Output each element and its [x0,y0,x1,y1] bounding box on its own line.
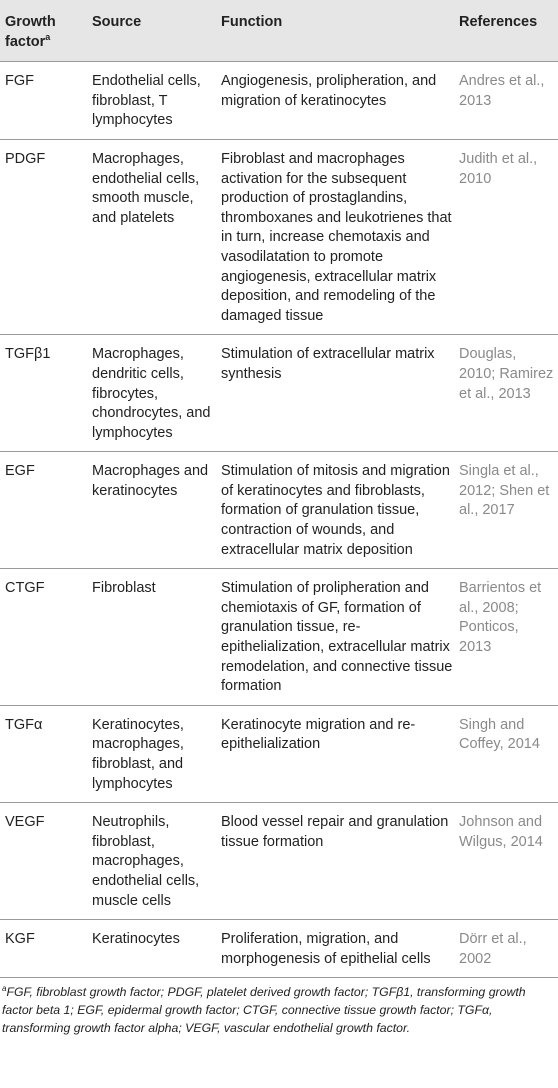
cell-factor: FGF [0,62,87,140]
header-footnote-marker: a [45,31,51,42]
cell-factor: EGF [0,452,87,569]
footnote-text: FGF, fibroblast growth factor; PDGF, platelet derived growth factor; TGFβ1, transforming growth factor beta 1; EGF, epidermal growth factor; CTGF, connective tissue growth factor; TGFα, transforming growth factor alpha; VEGF, vascular endothelial growth factor. [2,985,526,1036]
cell-source: Macrophages, dendritic cells, fibrocytes, chondrocytes, and lymphocytes [87,335,216,452]
table-footnote [0,978,558,1037]
table-row [0,139,558,334]
table-row [0,452,558,569]
cell-function: Blood vessel repair and granulation tissue formation [216,803,458,920]
table-row [0,920,558,978]
cell-function: Stimulation of mitosis and migration of keratinocytes and fibroblasts, formation of granulation tissue, contraction of wounds, and extracellular matrix deposition [216,452,458,569]
cell-source: Endothelial cells, fibroblast, T lymphocytes [87,62,216,140]
cell-references[interactable]: Andres et al., 2013 [458,62,558,140]
cell-source: Keratinocytes, macrophages, fibroblast, and lymphocytes [87,705,216,802]
cell-factor: VEGF [0,803,87,920]
cell-function: Stimulation of prolipheration and chemiotaxis of GF, formation of granulation tissue, re-epithelialization, extracellular matrix remodelation, and connective tissue formation [216,569,458,706]
table-header-row [0,0,558,62]
header-growth-factor [0,0,87,62]
cell-function: Fibroblast and macrophages activation for the subsequent production of prostaglandins, thromboxanes and leukotrienes that in turn, increase chemotaxis and vasodilatation to promote angiogenesis, extracellular matrix deposition, and remodeling of the damaged tissue [216,139,458,334]
cell-source: Neutrophils, fibroblast, macrophages, endothelial cells, muscle cells [87,803,216,920]
cell-references[interactable]: Judith et al., 2010 [458,139,558,334]
table-row [0,335,558,452]
cell-factor: TGFβ1 [0,335,87,452]
header-source: Source [87,0,216,62]
header-function: Function [216,0,458,62]
header-growth-factor-label: Growth factor [5,14,56,50]
cell-source: Fibroblast [87,569,216,706]
table-row [0,705,558,802]
cell-source: Macrophages, endothelial cells, smooth muscle, and platelets [87,139,216,334]
cell-factor: TGFα [0,705,87,802]
cell-function: Proliferation, migration, and morphogenesis of epithelial cells [216,920,458,978]
cell-references[interactable]: Dörr et al., 2002 [458,920,558,978]
cell-factor: CTGF [0,569,87,706]
cell-references[interactable]: Barrientos et al., 2008; Ponticos, 2013 [458,569,558,706]
cell-references[interactable]: Douglas, 2010; Ramirez et al., 2013 [458,335,558,452]
cell-function: Stimulation of extracellular matrix synthesis [216,335,458,452]
cell-function: Angiogenesis, prolipheration, and migration of keratinocytes [216,62,458,140]
footnote-marker: a [2,984,7,994]
cell-factor: PDGF [0,139,87,334]
cell-source: Keratinocytes [87,920,216,978]
cell-factor: KGF [0,920,87,978]
cell-function: Keratinocyte migration and re-epithelialization [216,705,458,802]
table-row [0,803,558,920]
table-row [0,62,558,140]
table-row [0,569,558,706]
cell-source: Macrophages and keratinocytes [87,452,216,569]
cell-references[interactable]: Singla et al., 2012; Shen et al., 2017 [458,452,558,569]
cell-references[interactable]: Singh and Coffey, 2014 [458,705,558,802]
cell-references[interactable]: Johnson and Wilgus, 2014 [458,803,558,920]
header-references: References [458,0,558,62]
